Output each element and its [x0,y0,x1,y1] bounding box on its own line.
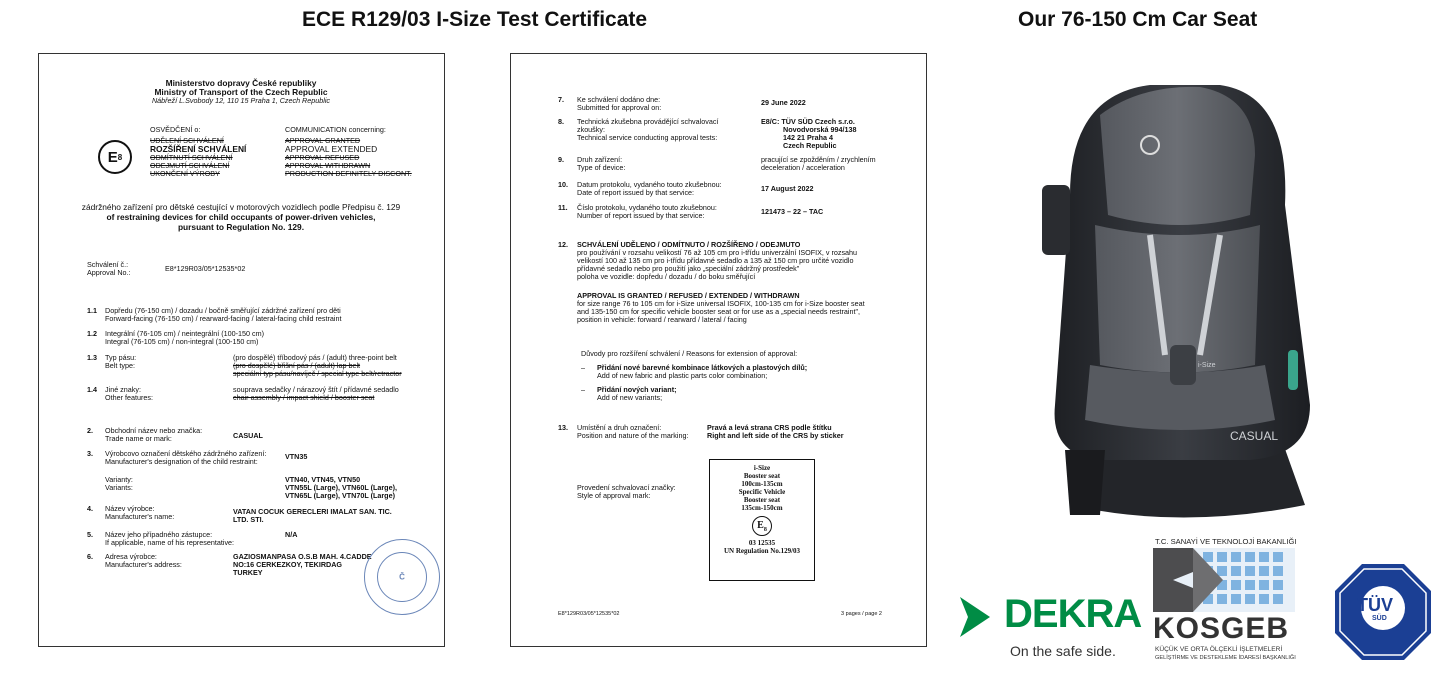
cz-status-3: ODEJMUTÍ SCHVÁLENÍ [150,161,230,170]
variants-en: Variants: [105,483,133,492]
kosgeb-sub-1: KÜÇÜK VE ORTA ÖLÇEKLİ İŞLETMELERİ [1155,646,1283,653]
cz-status-4: UKONČENÍ VÝROBY [150,169,220,178]
mark-e-letter: E [757,520,764,531]
item-10-value: 17 August 2022 [761,184,814,193]
item-2-cz: Obchodní název nebo značka: [105,426,203,435]
item-7-cz: Ke schválení dodáno dne: [577,95,661,104]
item-1-1-en: Forward-facing (76-150 cm) / rearward-facing / lateral-facing child restraint [105,314,342,323]
item-1-3-cz: Typ pásu: [105,353,137,362]
teal-accent [1288,350,1298,390]
variant-line-2: VTN55L (Large), VTN60L (Large), [285,483,397,492]
item-8-cz: Technická zkušebna provádějící schvalovací [577,117,719,126]
en-status-1: APPROVAL EXTENDED [285,144,378,154]
buckle [1170,345,1196,385]
item-5-num: 5. [87,530,93,539]
kosgeb-sub-2: GELİŞTİRME VE DESTEKLEME İDARESİ BAŞKANLIĞI [1155,655,1296,661]
item-1-2-en: Integral (76-105 cm) / non-integral (100-150 cm) [105,337,259,346]
mark-e-number: 8 [763,527,767,533]
style-mark-en: Style of approval mark: [577,491,651,500]
osvedceni-label: OSVĚDČENÍ o: [150,125,201,134]
item-12-line-4: poloha ve vozidle: dopředu / dozadu / do boku směřující [577,272,756,281]
item-1-3-value-2: (pro dospělé) břišní pás / (adult) lap belt [233,361,361,370]
item-6-value-2: NO:16 CERKEZKOY, TEKIRDAG [233,560,343,569]
item-1-2-num: 1.2 [87,329,97,338]
item-10-num: 10. [558,180,568,189]
headrest [1100,87,1255,225]
mark-code: 03 12535 [748,539,776,547]
item-11-cz: Číslo protokolu, vydaného touto zkušebnou: [577,203,717,212]
reason-1-en: Add of new fabric and plastic parts color combination; [597,371,768,380]
item-9-value-1: pracující se zpožděním / zrychlením [761,155,876,164]
item-2-num: 2. [87,426,93,435]
item-4-value-2: LTD. STI. [233,515,264,524]
ministry-en: Ministry of Transport of the Czech Republic [154,87,328,97]
item-1-3-value-1: (pro dospělé) tříbodový pás / (adult) three-point belt [233,353,397,362]
item-12-heading: SCHVÁLENÍ UDĚLENO / ODMÍTNUTO / ROZŠÍŘENO / ODEJMUTO [577,240,801,249]
approval-mark-box [709,459,815,581]
item-12-en-line-3: position in vehicle: forward / rearward / lateral / facing [577,315,747,324]
cz-status-0: UDĚLENÍ SCHVÁLENÍ [150,136,224,145]
item-8-en: Technical service conducting approval tests: [577,133,718,142]
item-9-cz: Druh zařízení: [577,155,623,164]
mark-line-6: 135cm-150cm [741,504,783,512]
footer-right: 3 pages / page 2 [841,611,882,617]
variants-cz: Varianty: [105,475,133,484]
dekra-icon [958,595,992,639]
item-12-num: 12. [558,240,568,249]
item-12-en-line-2: and 135-150 cm for specific vehicle booster seat or for use as a „special needs restraint", [577,307,861,316]
item-12-line-3: přídavné sedadlo nebo pro použití jako „speciální zádržný prostředek" [577,264,800,273]
certificate-page-2 [510,53,927,647]
item-9-en: Type of device: [577,163,626,172]
item-8-num: 8. [558,117,564,126]
item-1-4-num: 1.4 [87,385,97,394]
item-7-en: Submitted for approval on: [577,103,662,112]
item-2-en: Trade name or mark: [105,434,172,443]
e8-number: 8 [117,152,123,162]
tuv-sud-text: SÜD [1372,615,1387,622]
dekra-logo-text: DEKRA [1004,592,1142,636]
en-status-0: APPROVAL GRANTED [285,136,361,145]
reason-2-en: Add of new variants; [597,393,663,402]
item-11-en: Number of report issued by that service: [577,211,705,220]
item-1-3-en: Belt type: [105,361,135,370]
item-13-en: Position and nature of the marking: [577,431,689,440]
item-2-value: CASUAL [233,431,263,440]
mark-regulation: UN Regulation No.129/03 [723,547,801,555]
certificate-heading: ECE R129/03 I-Size Test Certificate [302,8,648,31]
item-12-line-2: velikostí 100 až 135 cm pro i-třídu přídavné sedadlo a 135 až 150 cm pro určité vozidlo [577,256,854,265]
ministry-stamp [364,539,440,615]
item-6-cz: Adresa výrobce: [105,552,157,561]
item-13-value-1: Pravá a levá strana CRS podle štítku [707,423,832,432]
car-seat-image [1030,75,1330,530]
reason-2-cz: Přidání nových variant; [597,385,677,394]
item-7-value: 29 June 2022 [761,98,806,107]
item-6-value-1: GAZIOSMANPASA O.S.B MAH. 4.CADDE [233,552,372,561]
item-3-num: 3. [87,449,93,458]
car-seat-heading: Our 76-150 Cm Car Seat [1018,8,1258,31]
item-1-4-cz: Jiné znaky: [105,385,141,394]
item-8-value-3: 142 21 Praha 4 [783,133,833,142]
item-12-en-heading: APPROVAL IS GRANTED / REFUSED / EXTENDED / WITHDRAWN [577,291,800,300]
item-4-value-1: VATAN COCUK GERECLERI IMALAT SAN. TIC. [233,507,392,516]
approval-number: E8*129R03/05*12535*02 [165,264,246,273]
item-12-line-1: pro používání v rozsahu velikostí 76 až 105 cm pro i-třídu univerzální ISOFIX, v rozsahu [577,248,858,257]
communication-label: COMMUNICATION concerning: [285,125,386,134]
item-1-4-value-1: souprava sedačky / nárazový štít / přídavné sedadlo [233,385,399,394]
item-1-1-num: 1.1 [87,306,97,315]
item-11-value: 121473 – 22 – TAC [761,207,824,216]
item-8-value-2: Novodvorská 994/138 [783,125,857,134]
reason-1-dash: – [581,363,585,372]
reasons-label: Důvody pro rozšíření schválení / Reasons for extension of approval: [581,349,798,358]
ministry-address: Nábřeží L.Svobody 12, 110 15 Praha 1, Czech Republic [151,96,331,105]
item-6-value-3: TURKEY [233,568,263,577]
variant-line-3: VTN65L (Large), VTN70L (Large) [285,491,395,500]
en-status-3: APPROVAL WITHDRAWN [285,161,371,170]
item-11-num: 11. [558,203,568,212]
item-13-cz: Umístění a druh označení: [577,423,662,432]
item-1-1-cz: Dopředu (76-150 cm) / dozadu / bočně směřující zádržné zařízení pro děti [105,306,341,315]
kosgeb-icon [1153,548,1295,612]
cz-status-2: ODMÍTNUTÍ SCHVÁLENÍ [150,153,233,162]
mark-line-2: Booster seat [743,472,781,480]
item-8-value-1: E8/C: TÜV SÜD Czech s.r.o. [761,117,855,126]
item-6-en: Manufacturer's address: [105,560,182,569]
item-8-value-4: Czech Republic [783,141,837,150]
mark-line-5: Booster seat [743,496,781,504]
side-impact-pad [1042,185,1070,255]
en-status-4: PRODUCTION DEFINITELY DISCONT. [285,169,412,178]
item-1-3-value-3: speciální typ pásu/navíječ / special type belt/retractor [233,369,402,378]
e8-mark [98,140,132,174]
item-13-num: 13. [558,423,568,432]
certificate-page-1 [38,53,445,647]
item-1-3-num: 1.3 [87,353,97,362]
title-en-1: of restraining devices for child occupants of power-driven vehicles, [106,212,376,222]
item-8-cz-2: zkoušky: [577,125,605,134]
approval-label-en: Approval No.: [87,268,131,277]
item-3-value: VTN35 [285,452,308,461]
reason-2-dash: – [581,385,585,394]
variant-line-1: VTN40, VTN45, VTN50 [285,475,361,484]
mark-line-1: i-Size [753,464,771,472]
ministry-cz: Ministerstvo dopravy České republiky [165,78,317,88]
footer-left: E8*129R03/05*12535*02 [558,611,620,617]
item-5-en: If applicable, name of his representative: [105,538,235,547]
cup-holder [1065,450,1105,515]
item-4-cz: Název výrobce: [105,504,155,513]
item-5-cz: Název jeho případného zástupce: [105,530,213,539]
item-6-num: 6. [87,552,93,561]
kosgeb-ministry: T.C. SANAYİ VE TEKNOLOJİ BAKANLIĞI [1155,537,1297,546]
item-9-value-2: deceleration / acceleration [761,163,845,172]
item-1-4-en: Other features: [105,393,153,402]
item-7-num: 7. [558,95,564,104]
approval-label-cz: Schválení č.: [87,260,129,269]
item-1-2-cz: Integrální (76-105 cm) / neintegrální (100-150 cm) [105,329,265,338]
kosgeb-logo-text: KOSGEB [1153,612,1290,645]
item-9-num: 9. [558,155,564,164]
item-1-4-value-2: chair assembly / impact shield / booster seat [233,393,375,402]
style-mark-cz: Provedení schvalovací značky: [577,483,676,492]
reason-1-cz: Přidání nové barevné kombinace látkových a plastových dílů; [597,363,808,372]
title-en-2: pursuant to Regulation No. 129. [177,222,305,232]
item-5-value: N/A [285,530,298,539]
item-12-en-line-1: for size range 76 to 105 cm for i-Size universal ISOFIX, 100-135 cm for i-Size booster seat [577,299,865,308]
e8-letter: E [107,148,118,166]
title-cz: zádržného zařízení pro dětské cestující v motorových vozidlech podle Předpisu č. 129 [81,202,401,212]
en-status-2: APPROVAL REFUSED [285,153,360,162]
stamp-letter: Č [399,572,405,582]
dekra-slogan: On the safe side. [1010,643,1116,659]
tuv-logo-text: TÜV [1357,595,1393,615]
item-10-en: Date of report issued by that service: [577,188,695,197]
mark-line-4: Specific Vehicle [738,488,786,496]
mark-e-circle [752,516,772,536]
item-3-cz: Výrobcovo označení dětského zádržného zařízení: [105,449,267,458]
cz-status-1: ROZŠÍŘENÍ SCHVÁLENÍ [150,144,247,154]
item-3-en: Manufacturer's designation of the child restraint: [105,457,258,466]
seat-isize-label: i-Size [1198,362,1216,369]
item-4-en: Manufacturer's name: [105,512,175,521]
item-13-value-2: Right and left side of the CRS by sticker [707,431,844,440]
mark-line-3: 100cm-135cm [741,480,783,488]
item-4-num: 4. [87,504,93,513]
seat-brand: CASUAL [1230,429,1279,443]
item-10-cz: Datum protokolu, vydaného touto zkušebnou: [577,180,722,189]
